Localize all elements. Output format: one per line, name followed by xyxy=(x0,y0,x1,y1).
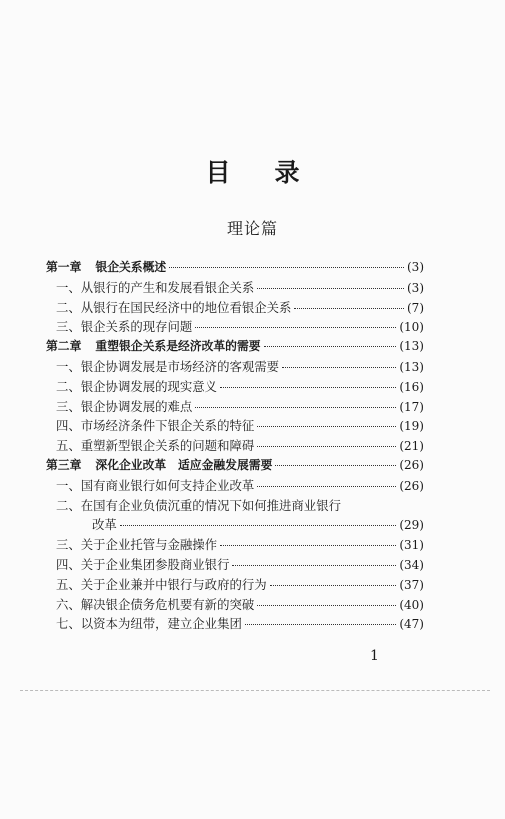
entry-title: 三、银企协调发展的难点 xyxy=(56,398,193,414)
entry-title: 二、在国有企业负债沉重的情况下如何推进商业银行 xyxy=(56,497,341,513)
dot-leader xyxy=(220,387,396,388)
chapter-number: 第一章 xyxy=(46,260,82,274)
toc-list xyxy=(46,258,424,634)
entry-title: 五、关于企业兼并中银行与政府的行为 xyxy=(56,576,267,592)
dot-leader xyxy=(294,308,404,309)
page-number: 1 xyxy=(370,648,379,664)
entry-title: 二、银企协调发展的现实意义 xyxy=(56,378,218,394)
toc-entry-row xyxy=(46,476,424,496)
toc-entry-row xyxy=(46,436,424,456)
entry-page-number: (37) xyxy=(399,577,424,592)
toc-entry-row xyxy=(46,317,424,337)
entry-page-number: (13) xyxy=(399,359,424,374)
entry-page-number: (3) xyxy=(407,280,424,295)
dot-leader xyxy=(120,525,397,526)
toc-entry-row xyxy=(46,535,424,555)
entry-page-number: (47) xyxy=(399,617,424,632)
entry-page-number: (16) xyxy=(399,379,424,394)
dot-leader xyxy=(282,367,396,368)
toc-entry-row xyxy=(46,614,424,634)
toc-title-char-2: 录 xyxy=(274,158,300,187)
toc-entry-row xyxy=(46,595,424,615)
toc-entry-row xyxy=(46,515,424,535)
toc-entry-row xyxy=(46,278,424,298)
entry-page-number: (3) xyxy=(407,260,424,274)
entry-title: 六、解决银企债务危机要有新的突破 xyxy=(56,596,255,612)
chapter-title: 重塑银企关系是经济改革的需要 xyxy=(95,339,261,354)
toc-entry-row xyxy=(46,496,424,516)
toc-entry-row xyxy=(46,575,424,595)
dot-leader xyxy=(169,267,404,268)
dot-leader xyxy=(195,407,396,408)
entry-page-number: (17) xyxy=(399,399,424,414)
dot-leader xyxy=(257,446,396,447)
toc-entry-row xyxy=(46,377,424,397)
dot-leader xyxy=(257,288,404,289)
entry-title: 改革 xyxy=(92,517,117,533)
dot-leader xyxy=(257,486,396,487)
toc-entry-row xyxy=(46,555,424,575)
entry-page-number: (21) xyxy=(399,439,424,454)
dot-leader xyxy=(257,426,396,427)
dot-leader xyxy=(270,585,397,586)
toc-chapter-row xyxy=(46,337,424,357)
toc-entry-row xyxy=(46,397,424,417)
chapter-title: 银企关系概述 xyxy=(95,260,167,274)
toc-entry-row xyxy=(46,298,424,318)
dot-leader xyxy=(264,346,397,347)
entry-title: 一、从银行的产生和发展看银企关系 xyxy=(56,279,255,295)
entry-title: 一、国有商业银行如何支持企业改革 xyxy=(56,477,255,493)
chapter-number: 第二章 xyxy=(46,339,82,354)
entry-title: 三、银企关系的现存问题 xyxy=(56,319,193,335)
section-heading: 理论篇 xyxy=(226,219,278,238)
toc-entry-row xyxy=(46,416,424,436)
entry-page-number: (29) xyxy=(399,518,424,533)
entry-page-number: (31) xyxy=(399,538,424,553)
entry-page-number: (26) xyxy=(399,457,424,472)
entry-title: 五、重塑新型银企关系的问题和障碍 xyxy=(56,438,255,454)
entry-page-number: (13) xyxy=(399,339,424,354)
dot-leader xyxy=(245,624,397,625)
entry-page-number: (7) xyxy=(407,300,424,315)
dot-leader xyxy=(275,465,396,466)
entry-title: 一、银企协调发展是市场经济的客观需要 xyxy=(56,358,280,374)
entry-page-number: (34) xyxy=(399,557,424,572)
toc-title xyxy=(0,153,505,189)
dot-leader xyxy=(220,545,396,546)
chapter-title: 深化企业改革 适应金融发展需要 xyxy=(95,457,273,472)
entry-title: 四、关于企业集团参股商业银行 xyxy=(56,556,230,572)
entry-title: 二、从银行在国民经济中的地位看银企关系 xyxy=(56,299,292,315)
toc-chapter-row xyxy=(46,456,424,476)
dot-leader xyxy=(257,605,396,606)
dot-leader xyxy=(232,565,396,566)
toc-chapter-row xyxy=(46,258,424,278)
entry-title: 三、关于企业托管与金融操作 xyxy=(56,537,218,553)
dot-leader xyxy=(195,327,396,328)
entry-page-number: (40) xyxy=(399,597,424,612)
entry-page-number: (19) xyxy=(399,419,424,434)
chapter-number: 第三章 xyxy=(46,457,82,472)
entry-page-number: (10) xyxy=(399,320,424,335)
toc-entry-row xyxy=(46,357,424,377)
entry-title: 四、市场经济条件下银企关系的特征 xyxy=(56,418,255,434)
entry-page-number: (26) xyxy=(399,478,424,493)
toc-title-char-1: 目 xyxy=(205,158,231,187)
entry-title: 七、以资本为纽带，建立企业集团 xyxy=(56,616,242,632)
page-bottom-rule xyxy=(20,690,490,691)
